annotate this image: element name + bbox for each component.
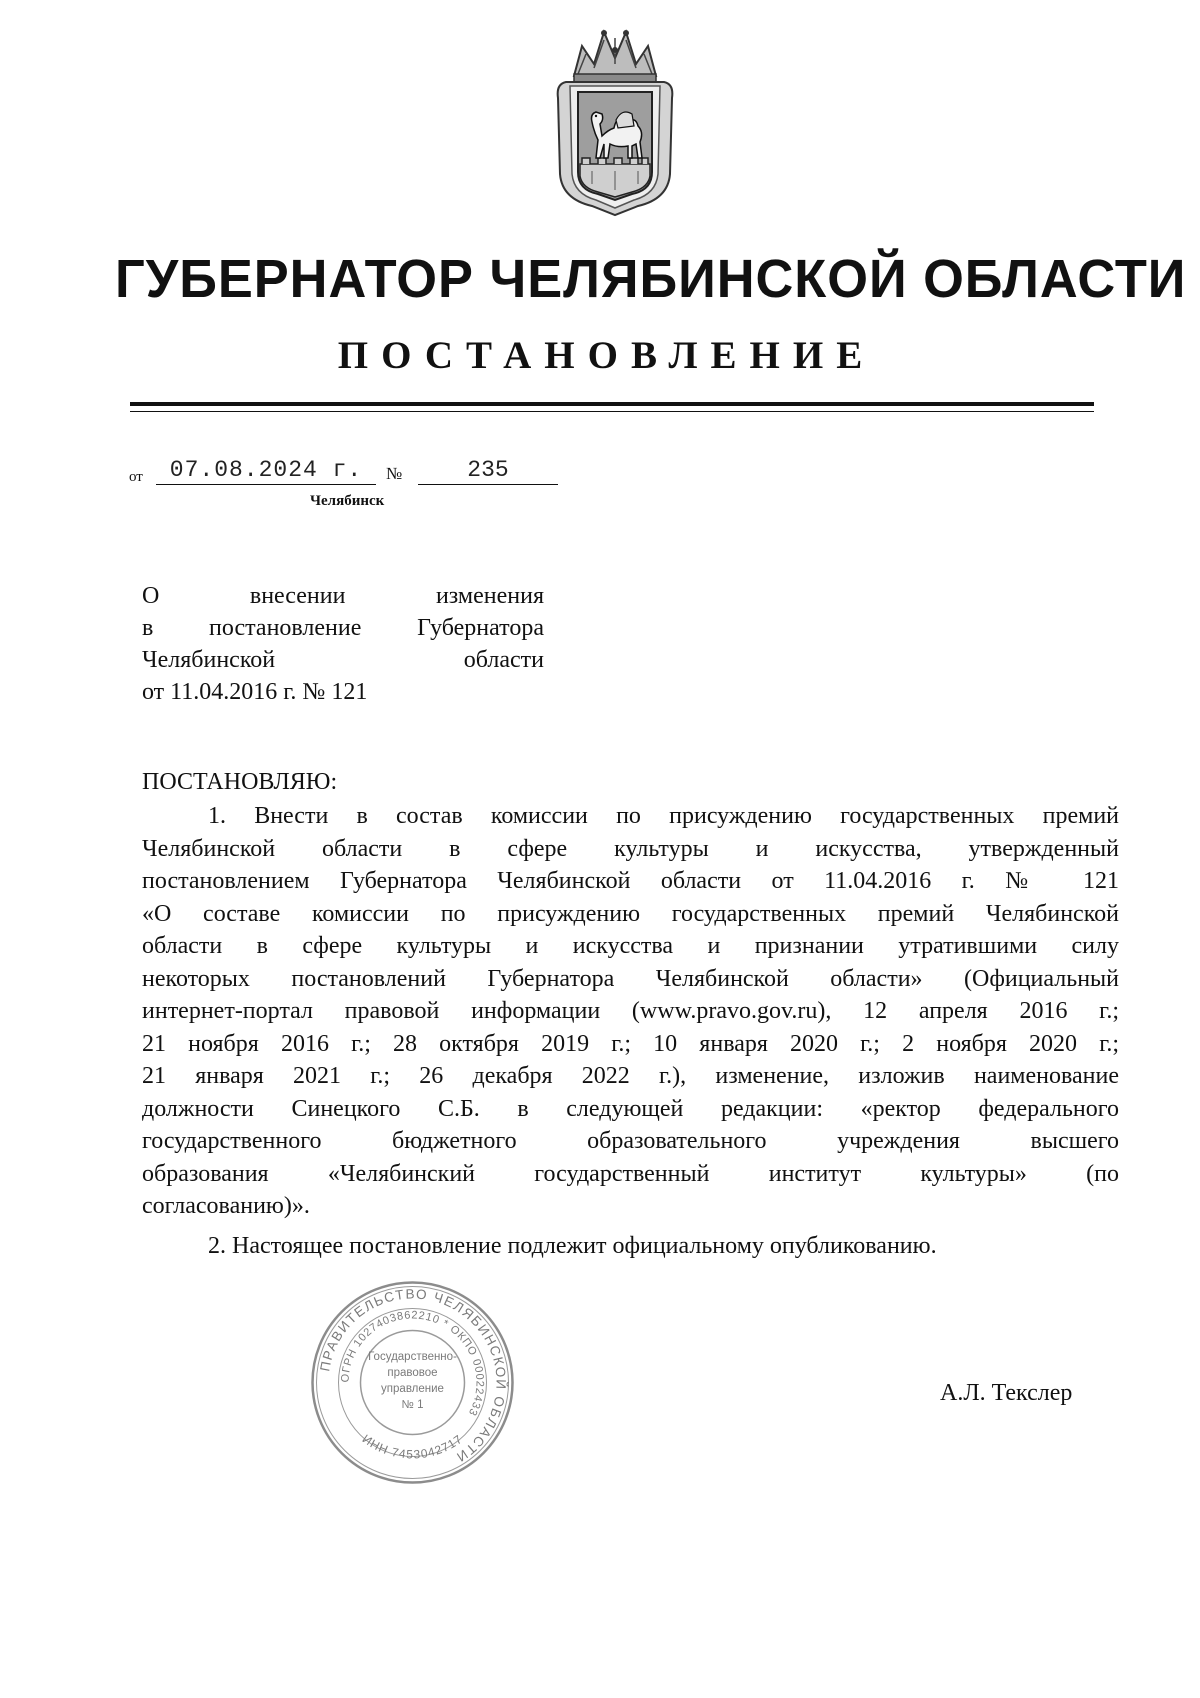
paragraph-line: 21 января 2021 г.; 26 декабря 2022 г.), изменение, изложив наименование	[142, 1063, 1119, 1089]
document-date: 07.08.2024 г.	[156, 456, 376, 485]
document-city: Челябинск	[310, 493, 385, 509]
subject-line: от 11.04.2016 г. № 121	[142, 679, 368, 705]
document-title: ГУБЕРНАТОР ЧЕЛЯБИНСКОЙ ОБЛАСТИ	[115, 249, 1187, 309]
document-subject	[142, 580, 544, 708]
paragraph-line: государственного бюджетного образовательного учреждения высшего	[142, 1128, 1119, 1154]
paragraph-line: постановлением Губернатора Челябинской области от 11.04.2016 г. № 121	[142, 868, 1119, 894]
paragraph-line: Челябинской области в сфере культуры и искусства, утвержденный	[142, 835, 1119, 862]
paragraph-line: образования «Челябинский государственный институт культуры» (по	[142, 1160, 1119, 1187]
decree-word: ПОСТАНОВЛЯЮ:	[142, 769, 338, 795]
seal-bottom-text: ИНН 7453042717	[359, 1431, 466, 1462]
subject-line: Челябинской области	[142, 647, 544, 673]
seal-center-line: № 1	[401, 1399, 424, 1411]
seal-outer-text: ПРАВИТЕЛЬСТВО ЧЕЛЯБИНСКОЙ ОБЛАСТИ	[317, 1286, 509, 1466]
paragraph-line: «О составе комиссии по присуждению государственных премий Челябинской	[142, 900, 1119, 927]
date-prefix: от	[129, 469, 143, 485]
paragraph-line: области в сфере культуры и искусства и признании утратившими силу	[142, 933, 1119, 959]
paragraph-line: 1. Внести в состав комиссии по присуждению государственных премий	[208, 803, 1119, 829]
seal-center-line: управление	[381, 1383, 444, 1395]
paragraph-line: 21 ноября 2016 г.; 28 октября 2019 г.; 10 января 2020 г.; 2 ноября 2020 г.;	[142, 1030, 1119, 1057]
header-divider-thin	[130, 411, 1094, 412]
seal-center-line: правовое	[387, 1367, 438, 1379]
paragraph-1	[142, 800, 1119, 1223]
paragraph-2: 2. Настоящее постановление подлежит официальному опубликованию.	[208, 1233, 937, 1259]
subject-line: в постановление Губернатора	[142, 615, 544, 641]
paragraph-line: некоторых постановлений Губернатора Челябинской области» (Официальный	[142, 965, 1119, 992]
number-prefix: №	[386, 464, 403, 483]
coat-of-arms-icon	[552, 24, 678, 217]
official-seal-stamp	[310, 1280, 515, 1485]
paragraph-line: интернет-портал правовой информации (www.pravo.gov.ru), 12 апреля 2016 г.;	[142, 998, 1119, 1024]
paragraph-line: согласованию)».	[142, 1193, 310, 1219]
seal-center-line: Государственно-	[368, 1351, 457, 1363]
document-type: ПОСТАНОВЛЕНИЕ	[337, 334, 876, 377]
header-divider-thick	[130, 402, 1094, 406]
seal-inner-text: ОГРН 1027403862210 * ОКПО 00022433	[339, 1309, 486, 1418]
paragraph-line: должности Синецкого С.Б. в следующей редакции: «ректор федерального	[142, 1095, 1119, 1122]
subject-line: О внесении изменения	[142, 583, 544, 609]
svg-text:ИНН 7453042717	[360, 1432, 466, 1462]
document-number: 235	[418, 456, 558, 485]
signatory-name: А.Л. Текслер	[940, 1380, 1073, 1406]
